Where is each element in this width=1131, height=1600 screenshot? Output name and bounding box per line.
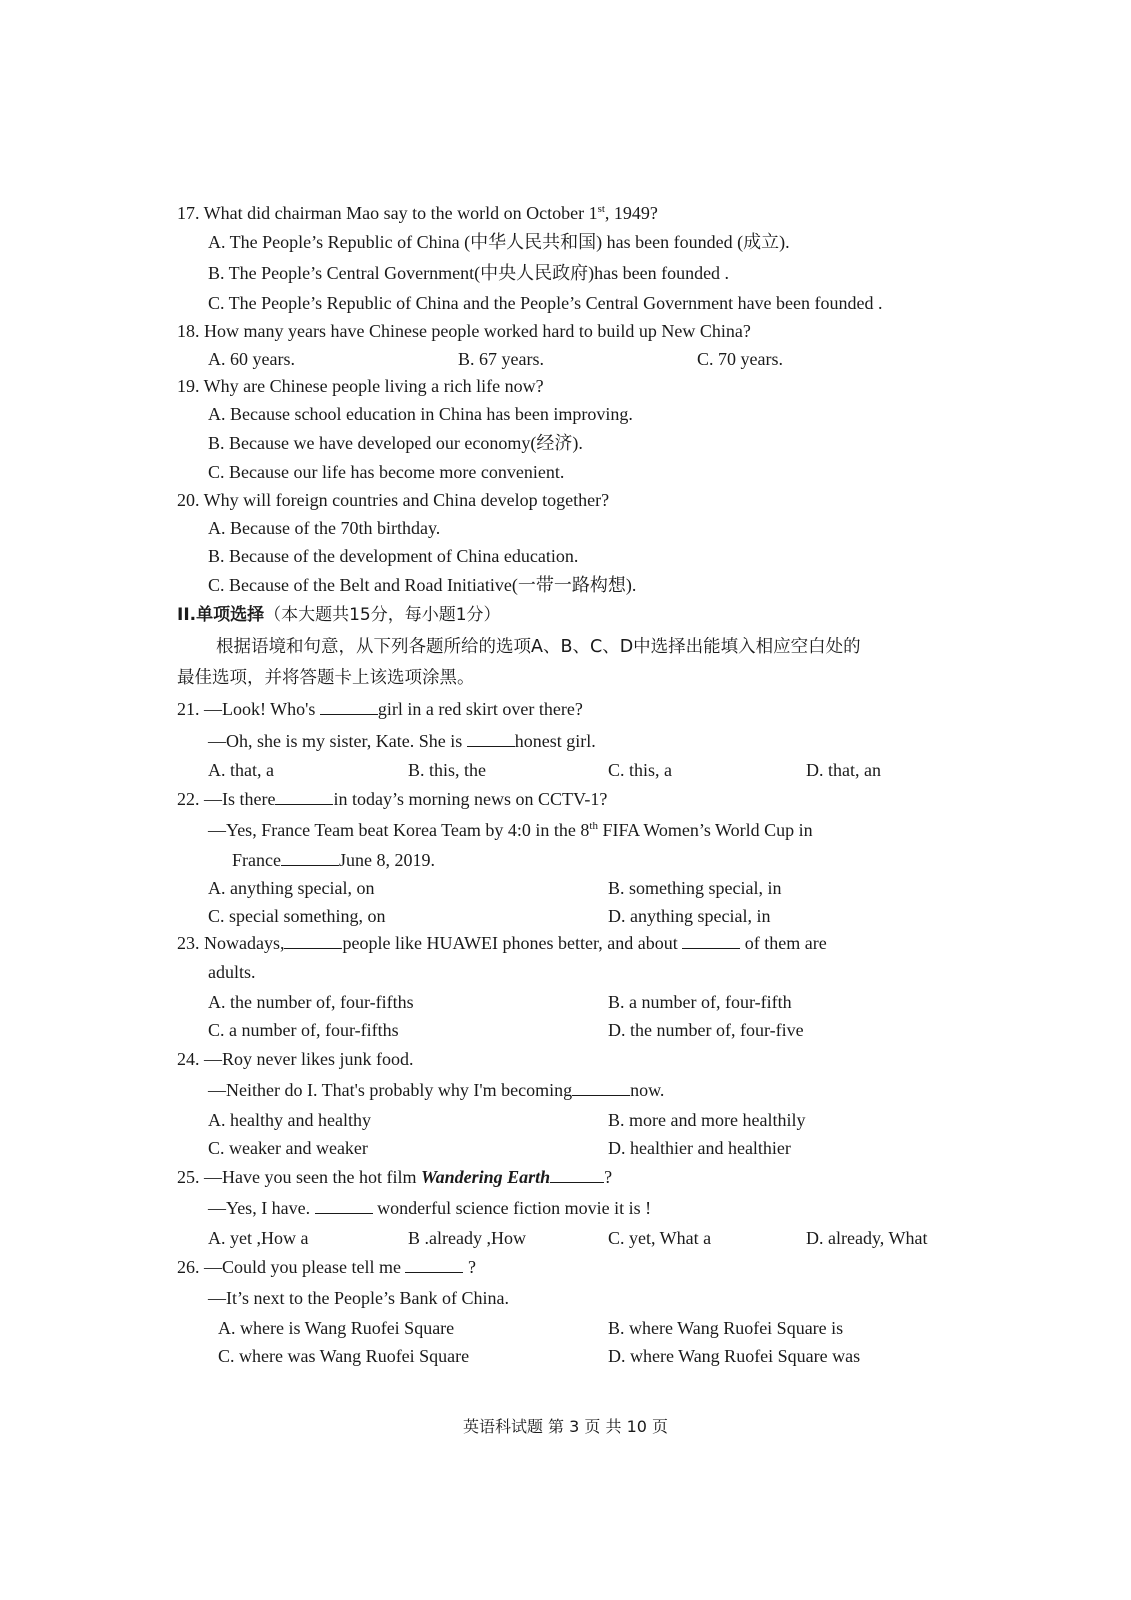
- q25-line-2: —Yes, I have. wonderful science fiction movie it is !: [208, 1198, 652, 1218]
- section-2-heading: II.单项选择（本大题共15分，每小题1分）: [177, 605, 501, 625]
- q21-blank-2: [467, 729, 515, 747]
- q18-option-a: A. 60 years.: [208, 349, 295, 369]
- q22-blank-2: [281, 848, 339, 866]
- q19-stem: 19. Why are Chinese people living a rich life now?: [177, 376, 544, 396]
- q24-line-2: —Neither do I. That's probably why I'm becoming now.: [208, 1080, 665, 1100]
- q21-option-b: B. this, the: [408, 760, 487, 780]
- q24-line-1: 24. —Roy never likes junk food.: [177, 1049, 414, 1069]
- q23-line-2: adults.: [208, 962, 256, 982]
- q24-option-d: D. healthier and healthier: [608, 1138, 791, 1158]
- q20-option-a: A. Because of the 70th birthday.: [208, 518, 441, 538]
- q23-blank-1: [284, 931, 342, 949]
- page-footer: 英语科试题 第 3 页 共 10 页: [462, 1417, 669, 1436]
- q26-option-d: D. where Wang Ruofei Square was: [608, 1346, 861, 1366]
- q18-option-b: B. 67 years.: [458, 349, 544, 369]
- q25-option-a: A. yet ,How a: [208, 1228, 309, 1248]
- q17-option-b: B. The People’s Central Government(中央人民政府)has been founded .: [208, 263, 730, 283]
- q25-film-title: Wandering Earth: [420, 1167, 551, 1187]
- q26-option-a: A. where is Wang Ruofei Square: [218, 1318, 455, 1338]
- q19-option-c: C. Because our life has become more convenient.: [208, 462, 565, 482]
- q23-option-b: B. a number of, four-fifth: [608, 992, 792, 1012]
- q22-option-b: B. something special, in: [608, 878, 782, 898]
- q26-blank: [405, 1255, 463, 1273]
- q24-blank: [572, 1078, 630, 1096]
- q22-line-2: —Yes, France Team beat Korea Team by 4:0 in the 8th FIFA Women’s World Cup in: [208, 820, 813, 840]
- q22-line-3: France June 8, 2019.: [232, 850, 435, 870]
- q25-option-d: D. already, What: [806, 1228, 928, 1248]
- q19-option-a: A. Because school education in China has been improving.: [208, 404, 633, 424]
- q18-stem: 18. How many years have Chinese people worked hard to build up New China?: [177, 321, 751, 341]
- q26-option-b: B. where Wang Ruofei Square is: [608, 1318, 844, 1338]
- q25-option-c: C. yet, What a: [608, 1228, 712, 1248]
- q17-stem: 17. What did chairman Mao say to the world on October 1st, 1949?: [177, 203, 658, 223]
- q25-blank-2: [315, 1196, 373, 1214]
- q24-option-b: B. more and more healthily: [608, 1110, 806, 1130]
- q20-option-b: B. Because of the development of China education.: [208, 546, 579, 566]
- q23-line-1: 23. Nowadays, people like HUAWEI phones better, and about of them are: [177, 933, 827, 953]
- q25-blank-1: [550, 1165, 604, 1183]
- q20-stem: 20. Why will foreign countries and China develop together?: [177, 490, 610, 510]
- q25-line-1: 25. —Have you seen the hot film Wandering Earth ?: [177, 1167, 613, 1187]
- q17-option-a: A. The People’s Republic of China (中华人民共和国) has been founded (成立).: [208, 232, 790, 252]
- q17-option-c: C. The People’s Republic of China and the People’s Central Government have been founded .: [208, 293, 883, 313]
- q26-line-2: —It’s next to the People’s Bank of China.: [208, 1288, 509, 1308]
- q23-option-c: C. a number of, four-fifths: [208, 1020, 399, 1040]
- q24-option-a: A. healthy and healthy: [208, 1110, 371, 1130]
- q22-line-1: 22. —Is there in today’s morning news on CCTV-1?: [177, 789, 608, 809]
- q21-line-2: —Oh, she is my sister, Kate. She is honest girl.: [208, 731, 596, 751]
- q21-blank-1: [320, 697, 378, 715]
- q19-option-b: B. Because we have developed our economy(经济).: [208, 433, 583, 453]
- section-2-instruction-line-1: 根据语境和句意，从下列各题所给的选项A、B、C、D中选择出能填入相应空白处的: [216, 637, 861, 657]
- q26-option-c: C. where was Wang Ruofei Square: [218, 1346, 470, 1366]
- q20-option-c: C. Because of the Belt and Road Initiative(一带一路构想).: [208, 575, 637, 595]
- q23-option-d: D. the number of, four-five: [608, 1020, 804, 1040]
- q22-option-a: A. anything special, on: [208, 878, 375, 898]
- section-2-instruction-line-2: 最佳选项，并将答题卡上该选项涂黑。: [177, 668, 475, 688]
- q22-blank-1: [275, 787, 333, 805]
- q21-option-c: C. this, a: [608, 760, 673, 780]
- q24-option-c: C. weaker and weaker: [208, 1138, 368, 1158]
- q25-option-b: B .already ,How: [408, 1228, 526, 1248]
- q22-option-d: D. anything special, in: [608, 906, 771, 926]
- q21-option-d: D. that, an: [806, 760, 881, 780]
- q22-option-c: C. special something, on: [208, 906, 386, 926]
- q23-option-a: A. the number of, four-fifths: [208, 992, 414, 1012]
- q21-line-1: 21. —Look! Who's girl in a red skirt over there?: [177, 699, 583, 719]
- q18-option-c: C. 70 years.: [697, 349, 783, 369]
- q21-option-a: A. that, a: [208, 760, 274, 780]
- q26-line-1: 26. —Could you please tell me ?: [177, 1257, 476, 1277]
- q23-blank-2: [682, 931, 740, 949]
